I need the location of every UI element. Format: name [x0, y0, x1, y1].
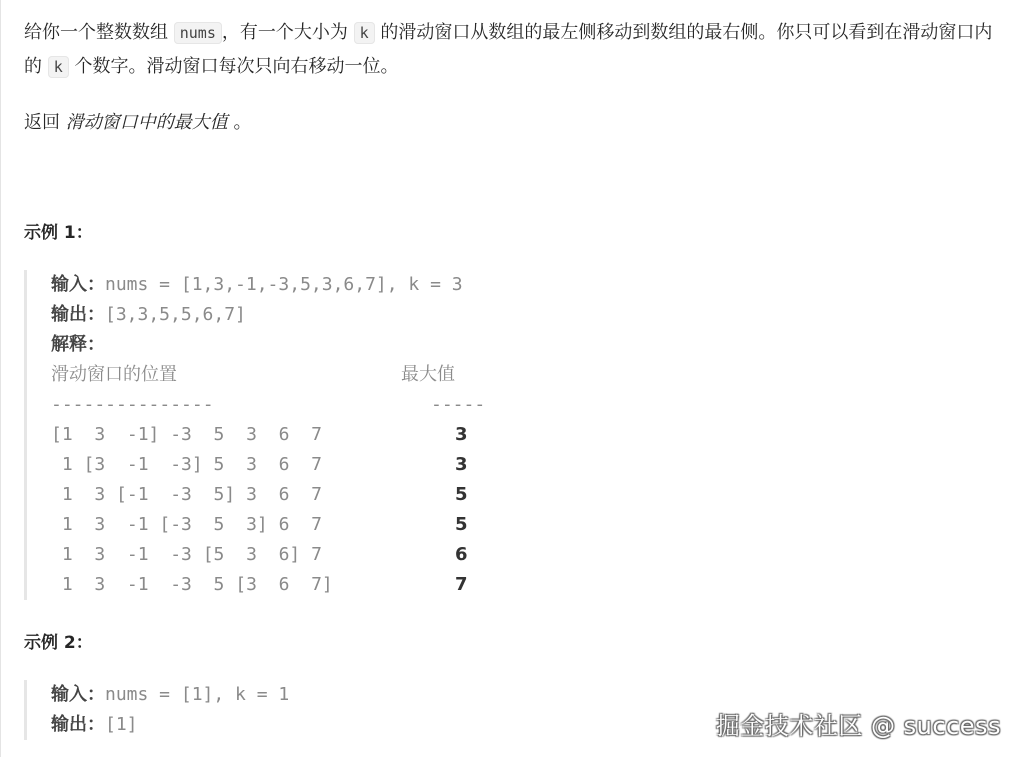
window-position: 1 3 -1 [-3 5 3] 6 7	[51, 514, 322, 535]
statement-text: 给你一个整数数组	[24, 22, 174, 43]
window-max: 6	[455, 544, 468, 565]
window-row	[51, 450, 468, 480]
window-row	[51, 510, 468, 540]
left-border	[0, 0, 1, 757]
return-statement	[24, 106, 999, 139]
example-1-block	[24, 270, 486, 600]
input-value: nums = [1], k = 1	[105, 684, 290, 705]
window-max: 5	[455, 484, 468, 505]
explain-header-row	[51, 360, 463, 390]
explain-label: 解释：	[51, 334, 105, 355]
max-divider: -----	[431, 394, 486, 415]
example-2-input	[51, 680, 289, 710]
example-1-input	[51, 270, 463, 300]
window-position: [1 3 -1] -3 5 3 6 7	[51, 424, 322, 445]
output-value: [3,3,5,5,6,7]	[105, 304, 246, 325]
inline-code-k: k	[48, 56, 69, 78]
window-position: 1 3 -1 -3 [5 3 6] 7	[51, 544, 322, 565]
window-max: 5	[455, 514, 468, 535]
example-1-title: 示例 1：	[24, 223, 93, 243]
output-label: 输出：	[51, 304, 105, 325]
window-row	[51, 480, 468, 510]
statement-text: 的滑动窗口从数组的最左侧移动到数组的最右侧。你只可以看到在滑动窗口内的	[24, 22, 993, 77]
example-1-explain	[51, 330, 463, 360]
statement-text: ，有一个大小为	[221, 22, 354, 43]
statement-text: 个数字。滑动窗口每次只向右移动一位。	[68, 56, 399, 77]
window-position: 1 3 [-1 -3 5] 3 6 7	[51, 484, 322, 505]
input-value: nums = [1,3,-1,-3,5,3,6,7], k = 3	[105, 274, 463, 295]
example-2-block	[24, 680, 289, 740]
watermark: 掘金技术社区 @ success	[715, 712, 1001, 740]
inline-code-k: k	[354, 22, 375, 44]
example-2-title: 示例 2：	[24, 633, 93, 653]
example-1-output	[51, 300, 463, 330]
example-2-output	[51, 710, 289, 740]
return-text: 返回	[24, 112, 66, 133]
window-position: 1 3 -1 -3 5 [3 6 7]	[51, 574, 333, 595]
window-row	[51, 570, 468, 600]
window-max: 7	[455, 574, 468, 595]
input-label: 输入：	[51, 274, 105, 295]
column-window-header: 滑动窗口的位置	[51, 364, 177, 385]
window-position: 1 [3 -1 -3] 5 3 6 7	[51, 454, 322, 475]
window-row	[51, 420, 468, 450]
column-max-header: 最大值	[401, 364, 455, 385]
window-max: 3	[455, 424, 468, 445]
output-label: 输出：	[51, 714, 105, 735]
window-row	[51, 540, 468, 570]
input-label: 输入：	[51, 684, 105, 705]
return-text: 。	[227, 112, 252, 133]
problem-statement	[24, 16, 999, 84]
output-value: [1]	[105, 714, 138, 735]
window-divider: ---------------	[51, 394, 214, 415]
explain-divider-row	[51, 390, 486, 420]
window-max: 3	[455, 454, 468, 475]
inline-code-nums: nums	[174, 22, 222, 44]
return-emphasis: 滑动窗口中的最大值	[65, 112, 228, 133]
